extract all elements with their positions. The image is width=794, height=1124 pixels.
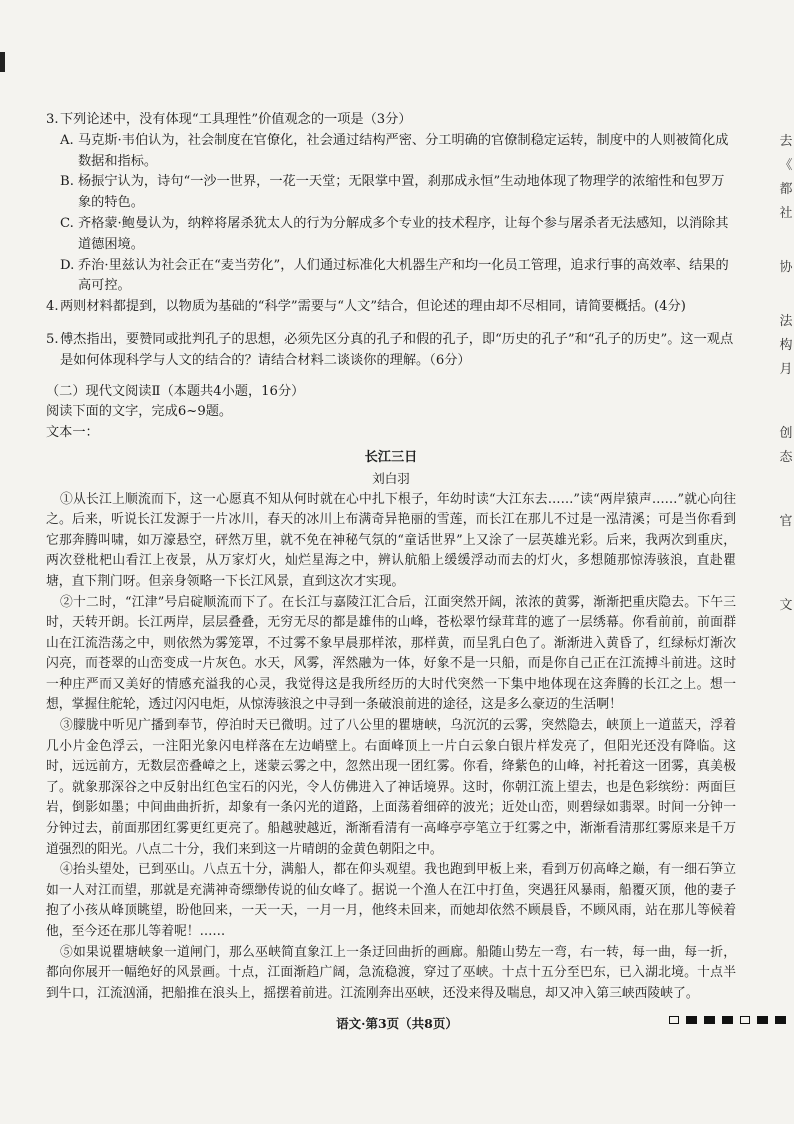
edge-glyph: 协 (779, 260, 793, 275)
option-label: D. (60, 257, 75, 273)
footer-marks (669, 1016, 786, 1024)
option-a (60, 131, 736, 173)
option-text: 齐格蒙·鲍曼认为，纳粹将屠杀犹太人的行为分解成多个专业的技术程序，让每个参与屠杀者无法感知，以消除其道德困境。 (78, 215, 729, 252)
paragraph-1 (46, 490, 736, 593)
page-footer: 语文·第3页（共8页） (336, 1016, 458, 1031)
paragraph-text: ⑤如果说瞿塘峡象一道闸门，那么巫峡简直象江上一条迂回曲折的画廊。船随山势左一弯，右一转，每一曲，每一折，都向你展开一幅绝好的风景画。十点，江面渐趋广阔，急流稳渡，穿过了巫峡。十点十五分至巴东，已入湖北境。十点半到牛口，江流汹涌，把船推在浪头上，摇摆着前进。江流刚奔出巫峡，还没来得及喘息，却又冲入第三峡西陵峡了。 (46, 944, 736, 1001)
question-number: 5. (46, 331, 59, 347)
question-stem: 两则材料都提到，以物质为基础的“科学”需要与“人文”结合，但论述的理由却不尽相同，请简要概括。(4分) (60, 299, 686, 315)
adjacent-page-edge (778, 130, 794, 618)
edge-glyph: 创 (779, 426, 793, 441)
edge-glyph: 去 (779, 134, 793, 149)
question-number: 4. (46, 299, 59, 315)
paragraph-5 (46, 943, 736, 1005)
mark-filled (722, 1016, 733, 1024)
question-stem: 傅杰指出，要赞同或批判孔子的思想，必须先区分真的孔子和假的孔子，即“历史的孔子”和“孔子的历史”。这一观点是如何体现科学与人文的结合的？请结合材料二谈谈你的理解。（6分） (60, 331, 734, 368)
question-5 (46, 330, 736, 372)
mark-filled (704, 1016, 715, 1024)
edge-glyph: 《 (779, 158, 793, 173)
edge-glyph: 文 (779, 598, 793, 613)
article-author: 刘白羽 (372, 470, 410, 486)
option-c (60, 214, 736, 256)
article-title: 长江三日 (364, 449, 418, 465)
reading-section (46, 382, 736, 1005)
option-text: 马克斯·韦伯认为，社会制度在官僚化，社会通过结构严密、分工明确的官僚制稳定运转，制度中的人则被简化成数据和指标。 (78, 132, 729, 169)
paragraph-text: ④抬头望处，已到巫山。八点五十分，满船人，都在仰头观望。我也跑到甲板上来，看到万仞高峰之巅，有一细石笋立如一人对江而望，那就是充满神奇缥缈传说的仙女峰了。据说一个渔人在江中打鱼，突遇狂风暴雨，船覆灭顶，他的妻子抱了小孩从峰顶眺望，盼他回来，一天一天，一月一月，他终未回来，而她却依然不顾晨昏，不顾风雨，站在那儿等候着他，至今还在那儿等着呢！…… (46, 862, 736, 940)
option-b (60, 172, 736, 214)
option-text: 杨振宁认为，诗句“一沙一世界，一花一天堂；无限掌中置，刹那成永恒”生动地体现了物理学的浓缩性和包罗万象的特色。 (78, 174, 725, 211)
edge-glyph: 都 (779, 182, 793, 197)
edge-glyph: 月 (779, 362, 793, 377)
paragraph-4 (46, 860, 736, 942)
option-d (60, 256, 736, 298)
option-label: A. (60, 132, 74, 148)
option-text: 乔治·里兹认为社会正在“麦当劳化”，人们通过标准化大机器生产和均一化员工管理，追求行事的高效率、结果的高可控。 (78, 257, 729, 294)
mark-filled (686, 1016, 697, 1024)
paragraph-3 (46, 716, 736, 860)
question-3 (46, 110, 736, 297)
edge-glyph: 官 (779, 514, 793, 529)
option-label: C. (60, 215, 74, 231)
mark-empty (740, 1016, 750, 1024)
page-content (46, 110, 736, 1004)
question-4 (46, 297, 736, 318)
paragraph-text: ③朦胧中听见广播到奉节，停泊时天已微明。过了八公里的瞿塘峡，乌沉沉的云雾，突然隐去，峡顶上一道蓝天，浮着几小片金色浮云，一注阳光象闪电样落在左边峭壁上。右面峰顶上一片白云象白银片样发亮了，但阳光还没有降临。这时，远远前方，无数层峦叠嶂之上，迷蒙云雾之中，忽然出现一团红雾。你看，绛紫色的山峰，衬托着这一团雾，真美极了。就象那深谷之中反射出红色宝石的闪光，令人仿佛进入了神话境界。这时，你朝江流上望去，也是色彩缤纷：两面巨岩，倒影如墨；中间曲曲折折，却象有一条闪光的道路，上面荡着细碎的波光；近处山峦，则碧绿如翡翠。时间一分钟一分钟过去，前面那团红雾更红更亮了。船越驶越近，渐渐看清有一高峰亭亭笔立于红雾之中，渐渐看清那红雾原来是千万道强烈的阳光。八点二十分，我们来到这一片晴朗的金黄色朝阳之中。 (46, 718, 736, 857)
mark-filled (757, 1016, 768, 1024)
section-instruction: 阅读下面的文字，完成6~9题。 (46, 404, 233, 420)
paragraph-2 (46, 593, 736, 717)
option-label: B. (60, 174, 74, 190)
mark-filled (775, 1016, 786, 1024)
section-heading: （二）现代文阅读Ⅱ（本题共4小题，16分） (46, 383, 305, 399)
question-stem: 下列论述中，没有体现“工具理性”价值观念的一项是（3分） (60, 112, 412, 127)
edge-glyph: 构 (779, 338, 793, 353)
paragraph-text: ②十二时，“江津”号启碇顺流而下了。在长江与嘉陵江汇合后，江面突然开阔，浓浓的黄雾，渐渐把重庆隐去。下午三时，天转开朗。长江两岸，层层叠叠，无穷无尽的都是雄伟的山峰，苍松翠竹绿茸茸的遮了一层绣幕。你看前前，前面群山在江流浩荡之中，则依然为雾笼罩，不过雾不象早晨那样浓，那样黄，而呈乳白色了。渐渐进入黄昏了，红绿标灯渐次闪亮，而苍翠的山峦变成一片灰色。水天，风雾，浑然融为一体，好象不是一只船，而是你自己正在江流搏斗前进。这时一种庄严而又美好的情感充溢我的心灵，我觉得这是我所经历的大时代突然一下集中地体现在这奔腾的长江之上。想一想，掌握住舵轮，透过闪闪电炬，从惊涛骇浪之中寻到一条破浪前进的途径，这是多么豪迈的生活啊！ (46, 594, 736, 713)
paragraph-text: ①从长江上顺流而下，这一心愿真不知从何时就在心中扎下根子，年幼时读“大江东去……”读“两岸猿声……”就心向往之。后来，听说长江发源于一片冰川，春天的冰川上布满奇异艳丽的雪莲，而长江在那儿不过是一泓清溪；可是当你看到它那奔腾叫啸，如万濠悬空，砰然万里，就不免在神秘气氛的“童话世界”上又涂了一层英雄光彩。后来，我两次到重庆，两次登枇杷山看江上夜景，从万家灯火，灿烂星海之中，辨认航船上缓缓浮动而去的灯火，多想随那惊涛骇浪，直赴瞿塘，直下荆门呀。但亲身领略一下长江风景，直到这次才实现。 (46, 491, 736, 589)
mark-empty (669, 1016, 679, 1024)
text-label: 文本一： (46, 425, 99, 441)
corner-mark (0, 52, 5, 72)
edge-glyph: 社 (779, 206, 793, 221)
question-number: 3. (46, 112, 59, 127)
edge-glyph: 态 (779, 450, 793, 465)
edge-glyph: 法 (779, 314, 793, 329)
